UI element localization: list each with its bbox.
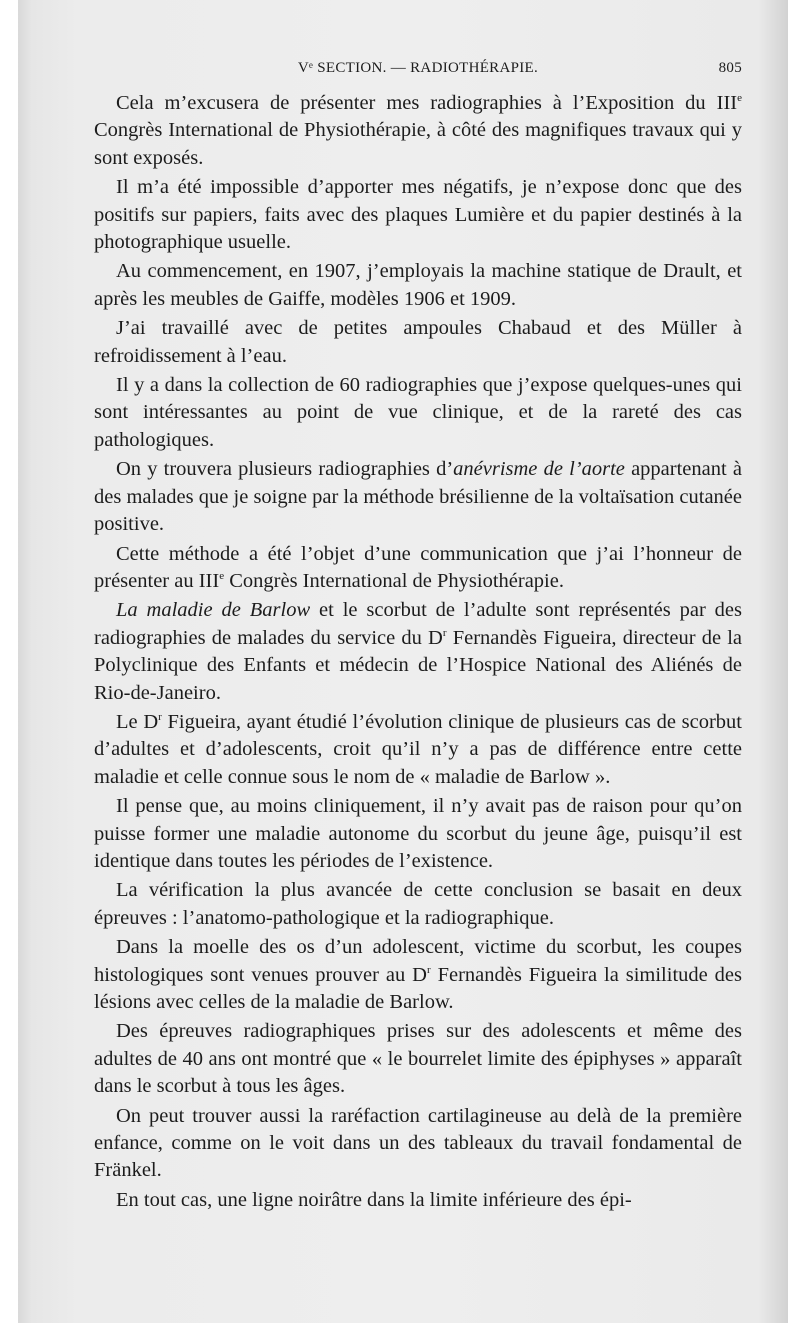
paragraph <box>94 877 742 932</box>
paragraph <box>94 258 742 313</box>
text-run: Il m’a été impossible d’apporter mes négatifs, je n’expose donc que des positifs sur papiers, faits avec des plaques Lumière et du papier destinés à la photographique usuelle. <box>94 176 742 254</box>
text-run: et le scorbut de l’adulte sont représentés par des radiographies de malades du service du D <box>94 599 742 649</box>
text-run: Dans la moelle des os d’un adolescent, victime du scorbut, les coupes histologiques sont venues prouver au D <box>94 936 742 986</box>
body-text <box>94 90 742 1216</box>
running-title: Vᵉ SECTION. — RADIOTHÉRAPIE. <box>297 60 539 76</box>
page-header <box>94 60 742 82</box>
italic-text: La maladie de Barlow <box>116 599 311 622</box>
page-number: 805 <box>718 60 742 76</box>
text-run: On peut trouver aussi la raréfaction cartilagineuse au delà de la première enfance, comme on le voit dans un des tableaux du travail fondamental de Fränkel. <box>94 1104 742 1182</box>
paragraph <box>94 174 742 256</box>
paragraph <box>94 90 742 172</box>
text-run: Fernandès Figueira la similitude des lésions avec celles de la maladie de Barlow. <box>94 963 742 1013</box>
text-run: Des épreuves radiographiques prises sur des adolescents et même des adultes de 40 ans ont montré que « le bourrelet limite des épiphyses » apparaît dans le scorbut à tous les âges. <box>94 1020 742 1098</box>
text-run: Congrès International de Physiothérapie. <box>224 569 564 592</box>
paragraph <box>94 1018 742 1100</box>
text-run: J’ai travaillé avec de petites ampoules Chabaud et des Müller à refroidissement à l’eau. <box>94 317 742 367</box>
text-run: Le D <box>116 710 159 733</box>
text-run: En tout cas, une ligne noirâtre dans la limite inférieure des épi- <box>116 1188 632 1211</box>
text-run: Au commencement, en 1907, j’employais la machine statique de Drault, et après les meubles de Gaiffe, modèles 1906 et 1909. <box>94 260 742 310</box>
superscript: e <box>737 92 742 104</box>
text-run: Il pense que, au moins cliniquement, il n’y avait pas de raison pour qu’on puisse former une maladie autonome du scorbut du jeune âge, puisqu’il est identique dans toutes les périodes de l’existence. <box>94 795 742 872</box>
book-page <box>18 0 788 1323</box>
text-run: La vérification la plus avancée de cette conclusion se basait en deux épreuves : l’anatomo-pathologique et la radiographique. <box>94 879 742 929</box>
paragraph <box>94 709 742 791</box>
italic-text: anévrisme de l’aorte <box>453 458 625 481</box>
paragraph <box>94 1103 742 1185</box>
paragraph <box>94 372 742 454</box>
paragraph <box>94 597 742 707</box>
paragraph <box>94 1187 742 1214</box>
paragraph <box>94 934 742 1016</box>
paragraph <box>94 315 742 370</box>
text-run: appartenant à des malades que je soigne par la méthode brésilienne de la voltaïsation cutanée positive. <box>94 458 742 536</box>
text-run: Cela m’excusera de présenter mes radiographies à l’Exposition du III <box>116 92 738 114</box>
superscript: e <box>219 569 225 582</box>
text-run: Congrès International de Physiothérapie, à côté des magnifiques travaux qui y sont exposés. <box>94 119 742 169</box>
text-run: Il y a dans la collection de 60 radiographies que j’expose quelques-unes qui sont intéressantes au point de vue clinique, et de la rareté des cas pathologiques. <box>94 374 742 451</box>
text-run: On y trouvera plusieurs radiographies d’ <box>116 458 454 481</box>
superscript: r <box>426 963 431 976</box>
superscript: r <box>442 626 447 639</box>
text-run: Fernandès Figueira, directeur de la Polyclinique des Enfants et médecin de l’Hospice National des Aliénés de Rio-de-Janeiro. <box>94 626 742 704</box>
text-run: Cette méthode a été l’objet d’une communication que j’ai l’honneur de présenter au III <box>94 542 742 592</box>
paragraph <box>94 793 742 875</box>
paragraph <box>94 541 742 596</box>
superscript: r <box>158 710 162 723</box>
text-run: Figueira, ayant étudié l’évolution clinique de plusieurs cas de scorbut d’adultes et d’adolescents, croit qu’il n’y a pas de différence entre cette maladie et celle connue sous le nom de « maladie de Barlow ». <box>94 710 742 788</box>
paragraph <box>94 456 742 538</box>
